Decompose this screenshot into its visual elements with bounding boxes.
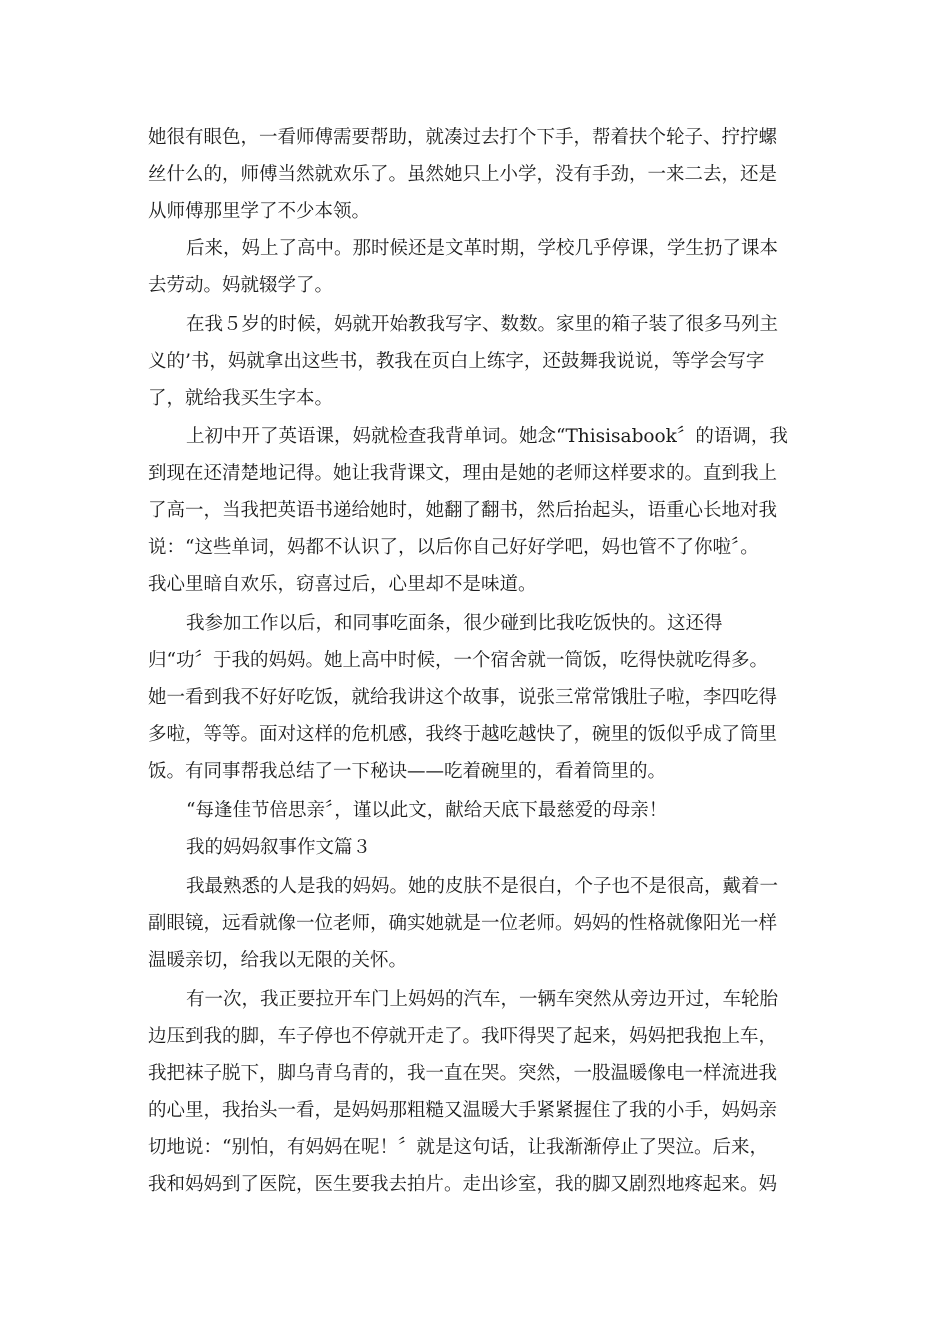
text-line: 温暖亲切，给我以无限的关怀。 <box>148 950 408 971</box>
text-line: 了，就给我买生字本。 <box>148 388 334 409</box>
text-line: 去劳动。妈就辍学了。 <box>148 275 334 296</box>
text-line: 有一次，我正要拉开车门上妈妈的汽车，一辆车突然从旁边开过，车轮胎 <box>186 989 779 1010</box>
text-line: 丝什么的，师傅当然就欢乐了。虽然她只上小学，没有手劲，一来二去，还是 <box>148 164 778 185</box>
text-line: 我参加工作以后，和同事吃面条，很少碰到比我吃饭快的。这还得 <box>186 613 723 634</box>
text-line: 后来，妈上了高中。那时候还是文革时期，学校几乎停课，学生扔了课本 <box>186 238 779 259</box>
text-line: 在我５岁的时候，妈就开始教我写字、数数。家里的箱子装了很多马列主 <box>186 314 779 335</box>
text-line: 饭。有同事帮我总结了一下秘诀——吃着碗里的，看着筒里的。 <box>148 761 667 782</box>
text-line: 边压到我的脚，车子停也不停就开走了。我吓得哭了起来，妈妈把我抱上车， <box>148 1026 778 1047</box>
text-line: 副眼镜，远看就像一位老师，确实她就是一位老师。妈妈的性格就像阳光一样 <box>148 913 778 934</box>
text-line: 说：“这些单词，妈都不认识了，以后你自己好好学吧，妈也管不了你啦〞。 <box>148 537 759 558</box>
text-line: 了高一，当我把英语书递给她时，她翻了翻书，然后抬起头，语重心长地对我 <box>148 500 778 521</box>
text-line: 我心里暗自欢乐，窃喜过后，心里却不是味道。 <box>148 574 537 595</box>
text-line: 她一看到我不好好吃饭，就给我讲这个故事，说张三常常饿肚子啦，李四吃得 <box>148 687 778 708</box>
text-line: 我最熟悉的人是我的妈妈。她的皮肤不是很白，个子也不是很高，戴着一 <box>186 876 779 897</box>
text-line: “每逢佳节倍思亲〞，谨以此文，献给天底下最慈爱的母亲！ <box>186 800 668 821</box>
text-line: 到现在还清楚地记得。她让我背课文，理由是她的老师这样要求的。直到我上 <box>148 463 778 484</box>
text-line: 切地说：“别怕，有妈妈在呢！〞就是这句话，让我渐渐停止了哭泣。后来， <box>148 1137 768 1158</box>
text-line: 上初中开了英语课，妈就检查我背单词。她念“Thisisabook〞的语调，我 <box>186 426 788 447</box>
text-line: 归“功〞于我的妈妈。她上高中时候，一个宿舍就一筒饭，吃得快就吃得多。 <box>148 650 768 671</box>
text-line: 她很有眼色，一看师傅需要帮助，就凑过去打个下手，帮着扶个轮子、拧拧螺 <box>148 127 778 148</box>
text-line: 义的’书，妈就拿出这些书，教我在页白上练字，还鼓舞我说说，等学会写字 <box>148 351 765 372</box>
text-line: 的心里，我抬头一看，是妈妈那粗糙又温暖大手紧紧握住了我的小手，妈妈亲 <box>148 1100 778 1121</box>
text-line: 我和妈妈到了医院，医生要我去拍片。走出诊室，我的脚又剧烈地疼起来。妈 <box>148 1174 778 1195</box>
text-line: 从师傅那里学了不少本领。 <box>148 201 371 222</box>
text-line: 我把袜子脱下，脚乌青乌青的，我一直在哭。突然，一股温暖像电一样流进我 <box>148 1063 778 1084</box>
text-line: 多啦，等等。面对这样的危机感，我终于越吃越快了，碗里的饭似乎成了筒里 <box>148 724 778 745</box>
section-heading: 我的妈妈叙事作文篇３ <box>186 837 372 858</box>
